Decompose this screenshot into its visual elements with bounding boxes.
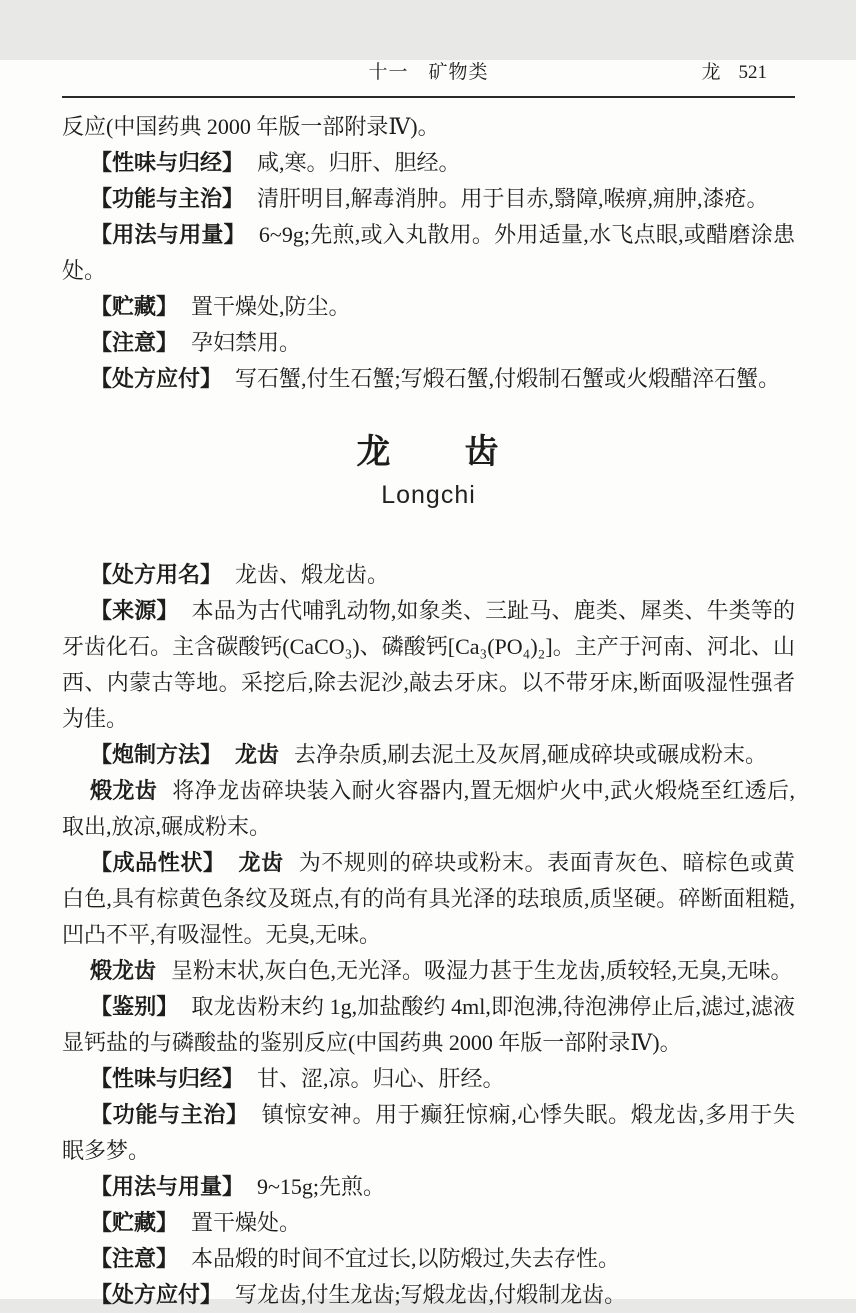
monograph-entry	[62, 989, 795, 1061]
entry-label: 【性味与归经】	[90, 150, 245, 175]
scanned-book-page	[0, 60, 856, 1307]
entry-text: 6~9g;先煎,或入丸散用。外用适量,水飞点眼,或醋磨涂患处。	[62, 222, 795, 283]
entry-text: 镇惊安神。用于癫狂惊痫,心悸失眠。煅龙齿,多用于失眠多梦。	[62, 1102, 795, 1163]
monograph-entry	[62, 953, 795, 989]
monograph-entry	[62, 1205, 795, 1241]
entry-text: 为不规则的碎块或粉末。表面青灰色、暗棕色或黄白色,具有棕黄色条纹及斑点,有的尚有具光泽的珐琅质,质坚硬。碎断面粗糙,凹凸不平,有吸湿性。无臭,无味。	[62, 850, 795, 947]
monograph-entry	[62, 217, 795, 289]
monograph-entry	[62, 1241, 795, 1277]
header-rule	[62, 96, 795, 98]
page-number: 521	[738, 62, 767, 83]
monograph-entry	[62, 181, 795, 217]
entry-label: 【功能与主治】	[90, 1102, 249, 1127]
entry-label: 【处方用名】	[90, 562, 223, 587]
entry-sublabel: 龙齿	[238, 850, 284, 875]
page-body	[62, 109, 795, 1313]
entry-sublabel: 煅龙齿	[90, 958, 157, 983]
entry-label: 【炮制方法】	[90, 742, 223, 767]
continuation-text: 反应(中国药典 2000 年版一部附录Ⅳ)。	[62, 114, 440, 139]
entry-label: 【功能与主治】	[90, 186, 245, 211]
entry-text: 甘、涩,凉。归心、肝经。	[257, 1066, 505, 1091]
monograph-entry	[62, 773, 795, 845]
entry-text: 咸,寒。归肝、胆经。	[257, 150, 461, 175]
monograph-entry	[62, 737, 795, 773]
monograph-entry	[62, 845, 795, 953]
monograph-title-pinyin: Longchi	[381, 481, 476, 509]
entry-sublabel: 龙齿	[235, 742, 280, 767]
entry-text: 龙齿、煅龙齿。	[235, 562, 390, 587]
monograph-entry	[62, 145, 795, 181]
monograph-entry	[62, 1097, 795, 1169]
monograph-entry	[62, 1061, 795, 1097]
monograph-entry	[62, 593, 795, 737]
entry-text: 清肝明目,解毒消肿。用于目赤,翳障,喉痹,痈肿,漆疮。	[257, 186, 769, 211]
entry-label: 【用法与用量】	[90, 222, 246, 247]
monograph-entry	[62, 557, 795, 593]
entry-label: 【贮藏】	[90, 1210, 179, 1235]
entry-text: 写龙齿,付生龙齿;写煅龙齿,付煅制龙齿。	[235, 1282, 627, 1307]
entry-text: 取龙齿粉末约 1g,加盐酸约 4ml,即泡沸,待泡沸停止后,滤过,滤液显钙盐的与磷酸盐的鉴别反应(中国药典 2000 年版一部附录Ⅳ)。	[62, 994, 795, 1055]
entry-text: 置干燥处。	[191, 1210, 302, 1235]
monograph-entry	[62, 361, 795, 397]
entry-label: 【处方应付】	[90, 1282, 223, 1307]
monograph-entry	[62, 289, 795, 325]
entry-label: 【成品性状】	[90, 850, 226, 875]
entry-label: 【用法与用量】	[90, 1174, 245, 1199]
entry-label: 【注意】	[90, 1246, 179, 1271]
entry-text: 呈粉末状,灰白色,无光泽。吸湿力甚于生龙齿,质较轻,无臭,无味。	[171, 958, 793, 983]
entry-text: 本品为古代哺乳动物,如象类、三趾马、鹿类、犀类、牛类等的牙齿化石。主含碳酸钙(CaCO₃)、磷酸钙[Ca₃(PO₄)₂]。主产于河南、河北、山西、内蒙古等地。采挖后,除去泥沙,敲去牙床。以不带牙床,断面吸湿性强者为佳。	[62, 598, 795, 731]
entry-sublabel: 煅龙齿	[90, 778, 158, 803]
monograph-entry	[62, 325, 795, 361]
entry-text: 置干燥处,防尘。	[191, 294, 351, 319]
folio-entry-char: 龙	[701, 62, 721, 83]
entry-text: 孕妇禁用。	[191, 330, 302, 355]
entry-label: 【注意】	[90, 330, 179, 355]
entry-label: 【处方应付】	[90, 366, 223, 391]
entry-text: 9~15g;先煎。	[257, 1174, 386, 1199]
entry-label: 【来源】	[90, 598, 179, 623]
monograph-entry	[62, 1277, 795, 1313]
monograph-title-cn: 龙 齿	[356, 434, 501, 471]
entry-label: 【鉴别】	[90, 994, 179, 1019]
entry-label: 【性味与归经】	[90, 1066, 245, 1091]
page-header	[62, 60, 795, 86]
chapter-heading: 十一 矿物类	[368, 62, 489, 83]
entry-text: 去净杂质,刷去泥土及灰屑,砸成碎块或碾成粉末。	[294, 742, 768, 767]
entry-label: 【贮藏】	[90, 294, 179, 319]
entry-text: 本品煅的时间不宜过长,以防煅过,失去存性。	[191, 1246, 621, 1271]
entry-text: 将净龙齿碎块装入耐火容器内,置无烟炉火中,武火煅烧至红透后,取出,放凉,碾成粉末。	[62, 778, 795, 839]
monograph-entry	[62, 1169, 795, 1205]
page-folio	[701, 60, 767, 86]
entry-text: 写石蟹,付生石蟹;写煅石蟹,付煅制石蟹或火煅醋淬石蟹。	[235, 366, 781, 391]
